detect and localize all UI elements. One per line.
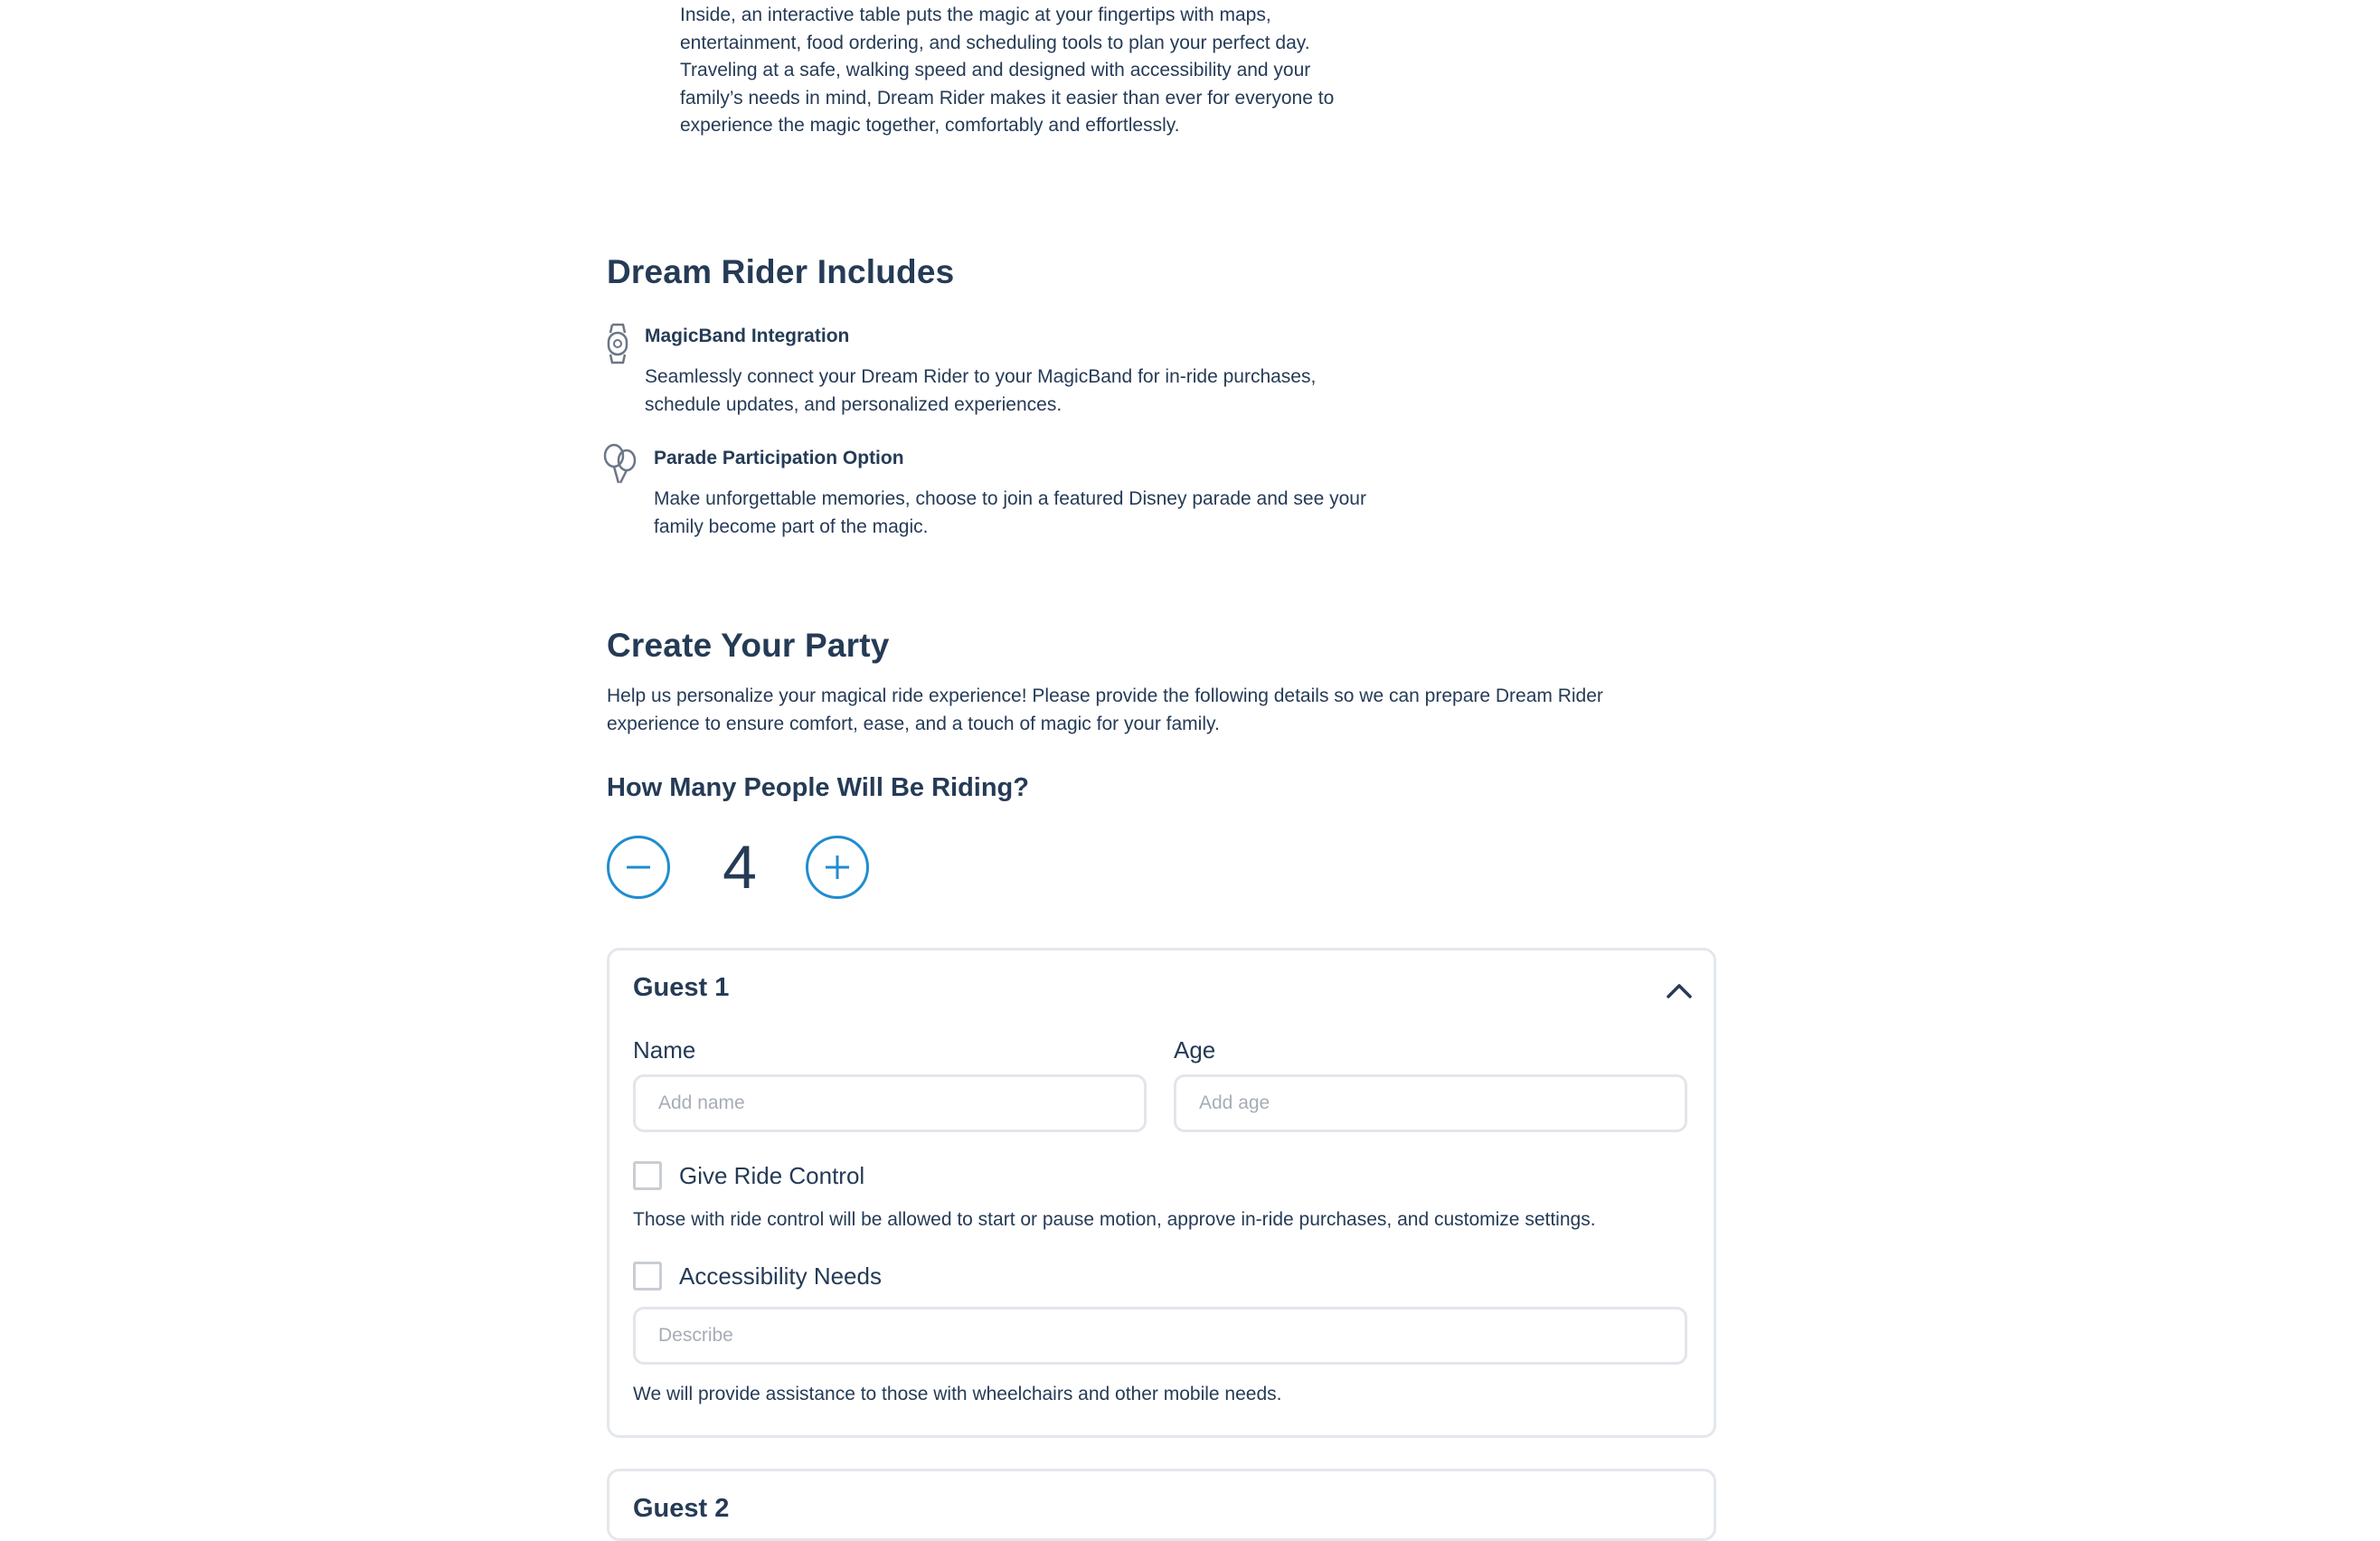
- feature-title-magicband: MagicBand Integration: [645, 326, 850, 346]
- ride-control-checkbox[interactable]: [633, 1161, 662, 1190]
- accessibility-checkbox[interactable]: [633, 1262, 662, 1290]
- chevron-up-icon: [1666, 981, 1693, 999]
- accessibility-describe-input[interactable]: [633, 1307, 1687, 1365]
- rider-count: 4: [722, 833, 757, 902]
- decrease-riders-button[interactable]: [607, 836, 670, 899]
- increase-riders-button[interactable]: [806, 836, 869, 899]
- feature-title-parade: Parade Participation Option: [654, 448, 904, 468]
- plus-icon: [822, 852, 853, 883]
- feature-description-magicband: Seamlessly connect your Dream Rider to your MagicBand for in-ride purchases, schedule updates, and personalized experiences.: [645, 366, 1317, 415]
- age-input[interactable]: [1174, 1074, 1687, 1132]
- party-heading: Create Your Party: [607, 627, 890, 664]
- accessibility-label: Accessibility Needs: [679, 1262, 882, 1290]
- intro-paragraph-1: Inside, an interactive table puts the magic at your fingertips with maps, entertainment, food ordering, and scheduling tools to plan your perfect day.: [680, 5, 1310, 53]
- guest-2-title: Guest 2: [633, 1494, 730, 1523]
- name-input[interactable]: [633, 1074, 1147, 1132]
- age-label: Age: [1174, 1036, 1216, 1064]
- magicband-icon: [604, 322, 631, 365]
- ride-control-note: Those with ride control will be allowed to start or pause motion, approve in-ride purchases, and customize settings.: [633, 1209, 1596, 1230]
- balloon-icon: [602, 443, 638, 487]
- party-description: Help us personalize your magical ride experience! Please provide the following details so we can prepare Dream Rider experience to ensure comfort, ease, and a touch of magic for your family.: [607, 685, 1603, 734]
- feature-description-parade: Make unforgettable memories, choose to join a featured Disney parade and see your family become part of the magic.: [654, 488, 1366, 537]
- intro-section: [680, 2, 1367, 140]
- accessibility-note: We will provide assistance to those with wheelchairs and other mobile needs.: [633, 1384, 1282, 1404]
- intro-paragraph-2: Traveling at a safe, walking speed and designed with accessibility and your family’s needs in mind, Dream Rider makes it easier than ever for everyone to experience the magic together, comfortably and effortlessly.: [680, 60, 1335, 136]
- ride-control-label: Give Ride Control: [679, 1162, 865, 1189]
- name-label: Name: [633, 1036, 696, 1064]
- minus-icon: [623, 852, 654, 883]
- includes-heading: Dream Rider Includes: [607, 253, 955, 290]
- collapse-guest-1-button[interactable]: [1666, 981, 1693, 999]
- riders-question: How Many People Will Be Riding?: [607, 773, 1029, 802]
- guest-1-title: Guest 1: [633, 973, 730, 1002]
- guest-card-2: [607, 1469, 1716, 1541]
